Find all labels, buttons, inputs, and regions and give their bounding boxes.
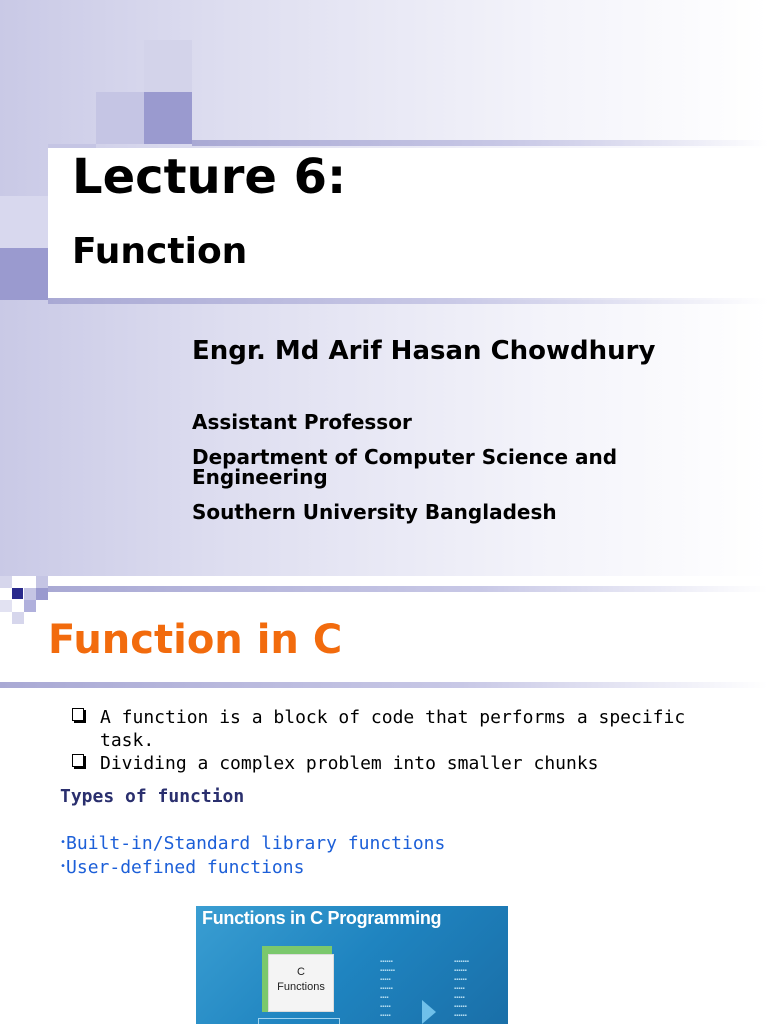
title-rule-bottom: [48, 298, 768, 304]
author-department: Department of Computer Science and Engineering: [192, 445, 618, 489]
decor-square: [96, 92, 144, 144]
title-rule-top: [192, 140, 768, 146]
type-item-builtin[interactable]: [60, 832, 445, 855]
decor-square: [0, 248, 48, 300]
lecture-title: Lecture 6:: [72, 149, 347, 205]
decor-square: [24, 588, 36, 600]
decor-square: [0, 600, 12, 612]
type-item-label: User-defined functions: [66, 857, 305, 878]
thumbnail-card-line1: C: [297, 966, 305, 978]
author-university: Southern University Bangladesh: [192, 500, 557, 524]
decor-square: [36, 588, 48, 600]
thumbnail-title: Functions in C Programming: [202, 908, 442, 928]
thumbnail-bar: [258, 1018, 340, 1024]
bullet-item: [72, 752, 742, 775]
author-name: Engr. Md Arif Hasan Chowdhury: [192, 336, 656, 366]
slide-rule-top: [48, 586, 768, 592]
thumbnail-code-decor: ▪▪▪▪▪▪▪ ▪▪▪▪▪▪ ▪▪▪▪▪▪ ▪▪▪▪▪ ▪▪▪▪▪ ▪▪▪▪▪▪ ▪▪▪▪▪▪: [454, 959, 469, 1019]
decor-square: [36, 576, 48, 588]
bullet-dot-icon: •: [60, 837, 67, 848]
slide-rule-bottom: [0, 682, 768, 688]
thumbnail-card: [268, 954, 334, 1012]
thumbnail-code-decor: ▪▪▪▪▪▪ ▪▪▪▪▪▪▪ ▪▪▪▪▪ ▪▪▪▪▪▪ ▪▪▪▪ ▪▪▪▪▪ ▪▪▪▪▪: [380, 959, 395, 1019]
author-role: Assistant Professor: [192, 410, 412, 434]
decor-square: [24, 600, 36, 612]
thumbnail-card-line2: Functions: [277, 981, 325, 993]
type-item-user-defined[interactable]: [60, 856, 304, 879]
bullet-dot-icon: •: [60, 861, 67, 872]
decor-square: [144, 40, 192, 92]
type-item-label: Built-in/Standard library functions: [66, 833, 446, 854]
decor-square: [12, 588, 23, 599]
types-heading: Types of function: [60, 786, 245, 807]
bullet-text: A function is a block of code that performs a specific task.: [100, 707, 686, 751]
decor-square: [144, 92, 192, 144]
decor-square: [0, 196, 48, 248]
checkbox-bullet-icon: [72, 754, 84, 767]
bullet-item: [72, 706, 742, 752]
content-slide: [0, 576, 768, 1024]
lecture-subtitle: Function: [72, 231, 248, 272]
functions-thumbnail-image: [196, 906, 508, 1024]
checkbox-bullet-icon: [72, 708, 84, 721]
decor-square: [0, 576, 12, 588]
arrow-right-icon: [422, 1000, 436, 1024]
decor-square: [12, 612, 24, 624]
slide-title: Function in C: [48, 617, 343, 663]
bullet-text: Dividing a complex problem into smaller chunks: [100, 753, 599, 774]
